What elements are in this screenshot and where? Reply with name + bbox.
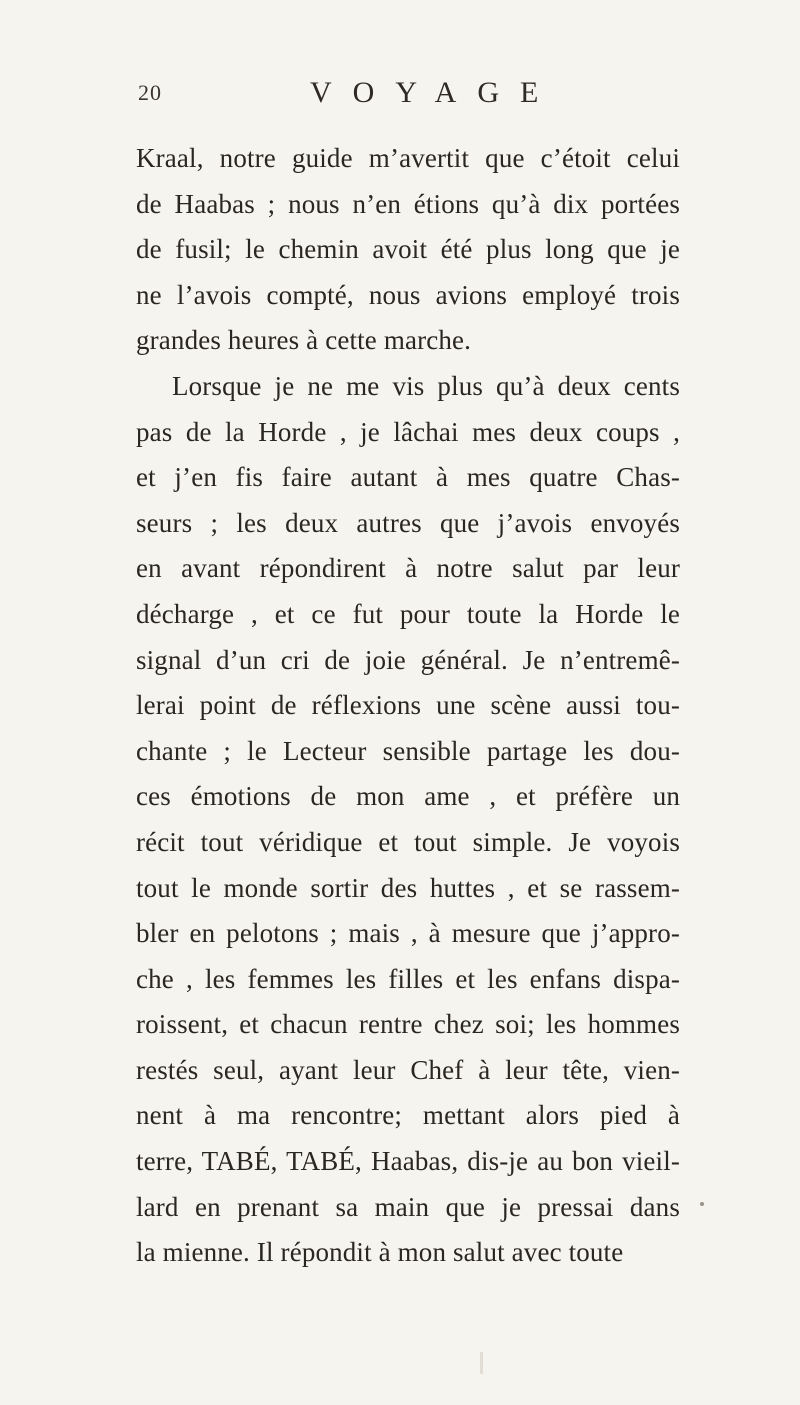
text-line: en avant répondirent à notre salut par leur [136,553,680,584]
body-text [136,136,680,1276]
text-line: ne l’avois compté, nous avions employé trois [136,279,680,310]
text-line: seurs ; les deux autres que j’avois envoyés [136,507,680,538]
text-line: terre, TABÉ, TABÉ, Haabas, dis-je au bon vieil- [136,1146,680,1177]
text-line: Kraal, notre guide m’avertit que c’étoit celui [136,143,680,173]
text-line: et j’en fis faire autant à mes quatre Chas- [136,462,680,493]
text-line: bler en pelotons ; mais , à mesure que j’appro- [136,918,680,949]
running-title: VOYAGE [310,76,560,109]
text-line: restés seul, ayant leur Chef à leur tête, vien- [136,1054,680,1085]
text-line: décharge , et ce fut pour toute la Horde le [136,598,680,629]
text-line: nent à ma rencontre; mettant alors pied à [136,1100,680,1131]
page-number: 20 [138,80,162,105]
text-line: lard en prenant sa main que je pressai dans [136,1191,680,1222]
text-line: lerai point de réflexions une scène aussi tou- [136,690,680,721]
text-line: de Haabas ; nous n’en étions qu’à dix portées [136,188,680,219]
text-line: Lorsque je ne me vis plus qu’à deux cents [172,370,680,401]
text-line: de fusil; le chemin avoit été plus long que je [136,234,680,265]
text-line: tout le monde sortir des huttes , et se rassem- [136,872,680,903]
running-head [138,76,678,120]
text-line: chante ; le Lecteur sensible partage les dou- [136,735,680,766]
text-line: la mienne. Il répondit à mon salut avec toute [136,1237,624,1268]
text-line: récit tout véridique et tout simple. Je voyois [136,826,680,857]
text-line: roissent, et chacun rentre chez soi; les hommes [136,1009,680,1040]
paper-bleed-mark [480,1352,483,1374]
text-line: che , les femmes les filles et les enfans dispa- [136,963,680,994]
text-line: signal d’un cri de joie général. Je n’entremê- [136,644,680,675]
text-line: ces émotions de mon ame , et préfère un [136,781,680,812]
text-line: grandes heures à cette marche. [136,325,472,356]
text-line: pas de la Horde , je lâchai mes deux coups , [136,416,680,447]
ink-speck [700,1202,704,1206]
